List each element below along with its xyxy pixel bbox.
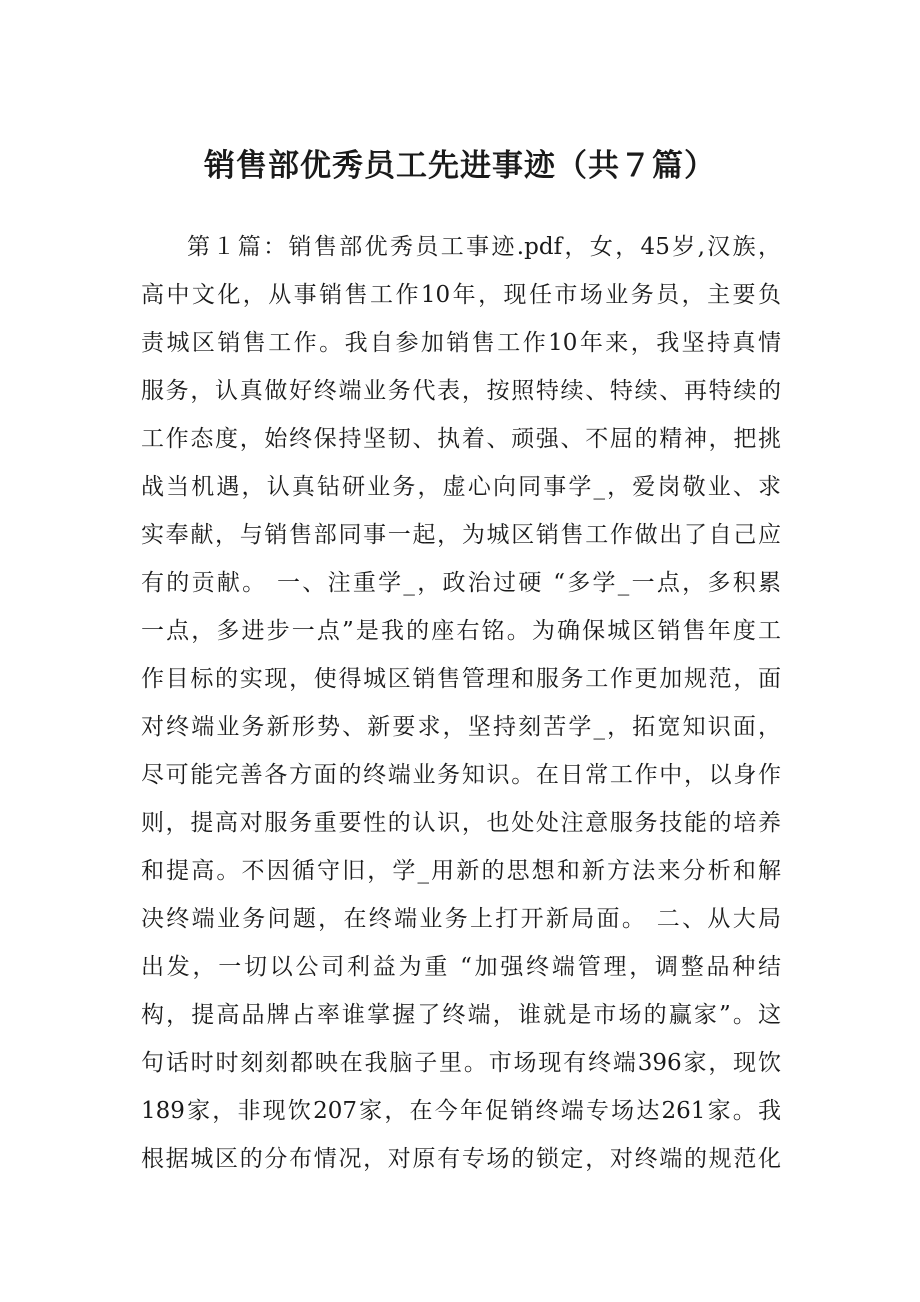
body-line: 决终端业务问题，在终端业务上打开新局面。 二、从大局	[141, 906, 781, 932]
body-line: 一点，多进步一点”是我的座右铭。为确保城区销售年度工	[141, 618, 781, 644]
body-line: 工作态度，始终保持坚韧、执着、顽强、不屈的精神，把挑	[141, 426, 781, 452]
body-line: 句话时时刻刻都映在我脑子里。市场现有终端396家，现饮	[141, 1050, 781, 1076]
body-line: 作目标的实现，使得城区销售管理和服务工作更加规范，面	[141, 666, 781, 692]
document-body	[141, 223, 781, 1183]
body-line: 实奉献，与销售部同事一起，为城区销售工作做出了自己应	[141, 522, 781, 548]
body-line: 189家，非现饮207家，在今年促销终端专场达261家。我	[141, 1098, 781, 1124]
body-line: 高中文化，从事销售工作10年，现任市场业务员，主要负	[141, 282, 781, 308]
body-line: 有的贡献。 一、注重学_，政治过硬 “多学_一点，多积累	[141, 570, 781, 596]
body-line: 第１篇：销售部优秀员工事迹.pdf，女，45岁,汉族，	[187, 234, 781, 260]
body-line: 对终端业务新形势、新要求，坚持刻苦学_，拓宽知识面，	[141, 714, 781, 740]
body-line: 根据城区的分布情况，对原有专场的锁定，对终端的规范化	[141, 1146, 781, 1172]
body-line: 构，提高品牌占率谁掌握了终端，谁就是市场的赢家”。这	[141, 1002, 781, 1028]
body-line: 则，提高对服务重要性的认识，也处处注意服务技能的培养	[141, 810, 781, 836]
body-line: 和提高。不因循守旧，学_用新的思想和新方法来分析和解	[141, 858, 781, 884]
body-line: 服务，认真做好终端业务代表，按照特续、特续、再特续的	[141, 378, 781, 404]
body-line: 战当机遇，认真钻研业务，虚心向同事学_，爱岗敬业、求	[141, 474, 781, 500]
document-title: 销售部优秀员工先进事迹（共７篇）	[204, 148, 716, 184]
body-line: 尽可能完善各方面的终端业务知识。在日常工作中，以身作	[141, 762, 781, 788]
body-line: 责城区销售工作。我自参加销售工作10年来，我坚持真情	[141, 330, 781, 356]
body-line: 出发，一切以公司利益为重 “加强终端管理，调整品种结	[141, 954, 781, 980]
